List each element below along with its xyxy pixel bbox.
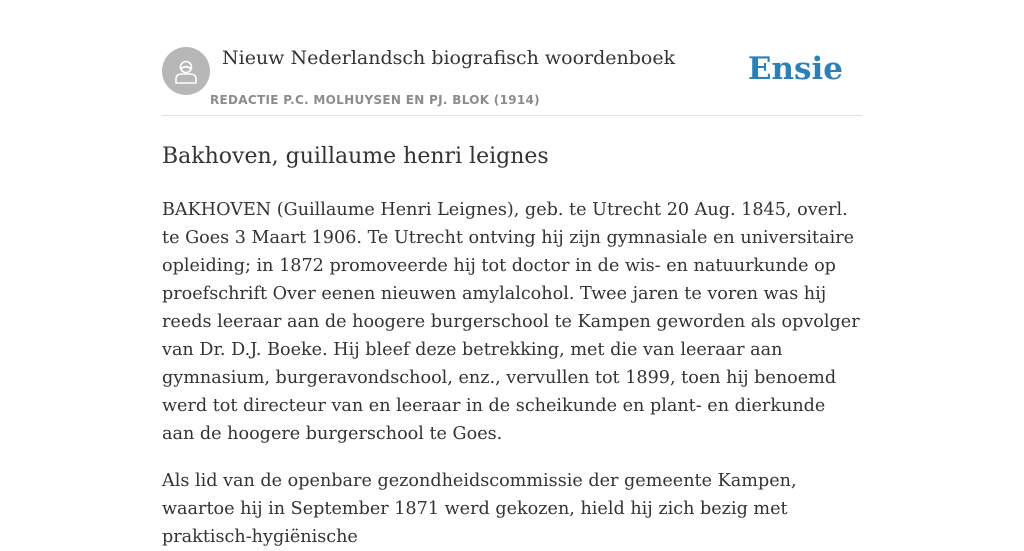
article-title: Bakhoven, guillaume henri leignes (162, 144, 549, 169)
article-paragraph: Als lid van de openbare gezondheidscommissie der gemeente Kampen, waartoe hij in September 1871 werd gekozen, hield hij zich bezig met praktisch-hygiënische (162, 471, 797, 547)
source-title[interactable]: Nieuw Nederlandsch biografisch woordenboek (222, 47, 676, 69)
article-paragraph: BAKHOVEN (Guillaume Henri Leignes), geb. te Utrecht 20 Aug. 1845, overl. te Goes 3 Maart 1906. Te Utrecht ontving hij zijn gymnasiale en universitaire opleiding; in 1872 promoveerde hij tot doctor in de wis- en natuurkunde op proefschrift Over eenen nieuwen amylalcohol. Twee jaren te voren was hij reeds leeraar aan de hoogere burgerschool te Kampen geworden als opvolger van Dr. D.J. Boeke. Hij bleef deze betrekking, met die van leeraar aan gymnasium, burgeravondschool, enz., vervullen tot 1899, toen hij benoemd werd tot directeur van en leeraar in de scheikunde en plant- en dierkunde aan de hoogere burgerschool te Goes. (162, 200, 860, 444)
source-header (162, 0, 862, 116)
page-container (162, 0, 862, 551)
user-icon (173, 57, 199, 85)
brand-logo[interactable]: Ensie (747, 51, 843, 87)
source-editors: REDACTIE P.C. MOLHUYSEN EN PJ. BLOK (1914) (210, 93, 540, 107)
avatar[interactable] (162, 47, 210, 95)
